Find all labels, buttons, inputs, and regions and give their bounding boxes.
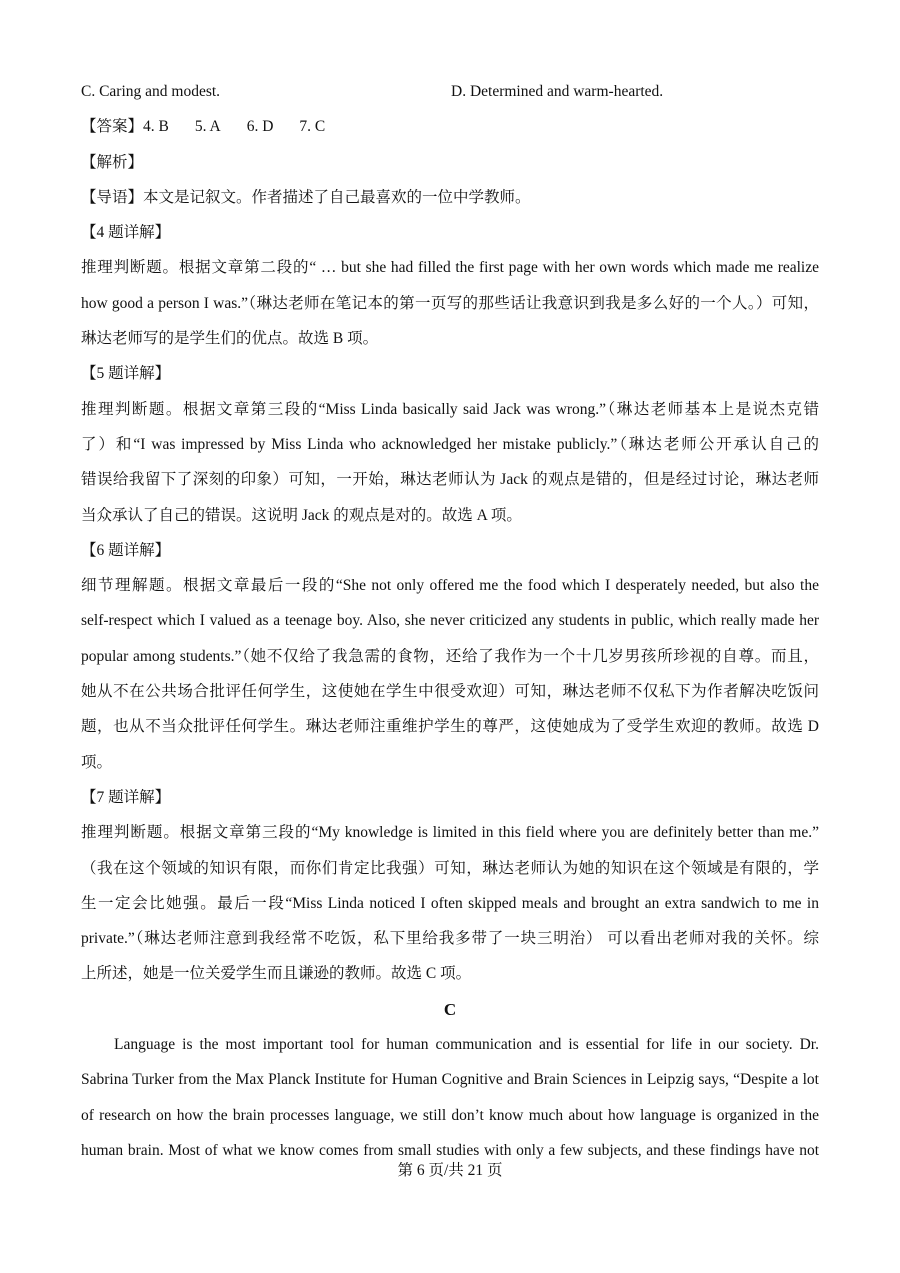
q6-heading: 【6 题详解】 <box>81 541 171 559</box>
q6-line: self-respect which I valued as a teenage boy. Also, she never criticized any students in public, which really made her <box>81 612 819 630</box>
q4-line: 推理判断题。根据文章第二段的“ … but she had filled the first page with her own words which made me realize <box>81 259 819 277</box>
guide-paragraph: 【导语】本文是记叙文。作者描述了自己最喜欢的一位中学教师。 <box>81 188 531 206</box>
q6-line: 项。 <box>81 753 113 771</box>
q7-line: 推理判断题。根据文章第三段的“My knowledge is limited in this field where you are definitely better than me.” <box>81 824 819 842</box>
q5-line: 了）和“I was impressed by Miss Linda who acknowledged her mistake publicly.”（琳达老师公开承认自己的 <box>81 435 819 453</box>
q4-heading: 【4 题详解】 <box>81 224 171 242</box>
q7-heading: 【7 题详解】 <box>81 788 171 806</box>
answer-item: 6. D <box>246 118 274 136</box>
analysis-label: 【解析】 <box>81 153 144 171</box>
answer-item: 4. B <box>143 118 169 136</box>
page-footer: 第 6 页/共 21 页 <box>397 1162 503 1179</box>
section-c-line: Sabrina Turker from the Max Planck Institute for Human Cognitive and Brain Sciences in Leipzig says, “Despite a lot <box>81 1071 819 1089</box>
q7-line: 生一定会比她强。最后一段“Miss Linda noticed I often skipped meals and brought an extra sandwich to me in <box>81 894 819 912</box>
option-c: C. Caring and modest. <box>81 83 221 100</box>
q6-line: 她从不在公共场合批评任何学生，这使她在学生中很受欢迎）可知，琳达老师不仅私下为作者解决吃饭问 <box>81 683 819 701</box>
q7-line: （我在这个领域的知识有限，而你们肯定比我强）可知，琳达老师认为她的知识在这个领域是有限的，学 <box>81 859 819 877</box>
q6-line: 细节理解题。根据文章最后一段的“She not only offered me the food which I desperately needed, but also the <box>81 577 819 595</box>
q7-line: 上所述，她是一位关爱学生而且谦逊的教师。故选 C 项。 <box>81 965 472 983</box>
section-c-line: of research on how the brain processes language, we still don’t know much about how language is organized in the <box>81 1106 819 1124</box>
answer-item: 7. C <box>299 118 326 136</box>
q7-line: private.”（琳达老师注意到我经常不吃饭，私下里给我多带了一块三明治） 可以看出老师对我的关怀。综 <box>81 930 819 948</box>
q4-line: how good a person I was.”（琳达老师在笔记本的第一页写的那些话让我意识到我是多么好的一个人。）可知， <box>81 294 819 312</box>
document-page <box>81 74 819 1168</box>
section-c-line: Language is the most important tool for human communication and is essential for life in our society. Dr. <box>114 1036 819 1054</box>
answer-key <box>81 109 819 144</box>
answer-label: 【答案】 <box>81 118 144 136</box>
q5-line: 当众承认了自己的错误。这说明 Jack 的观点是对的。故选 A 项。 <box>81 506 522 524</box>
answer-item: 5. A <box>194 118 221 136</box>
section-c-heading: C <box>443 999 457 1019</box>
q6-line: popular among students.”（她不仅给了我急需的食物，还给了我作为一个十几岁男孩所珍视的自尊。而且， <box>81 647 819 665</box>
section-c-line: human brain. Most of what we know comes from small studies with only a few subjects, and these findings have not <box>81 1141 819 1159</box>
q5-heading: 【5 题详解】 <box>81 365 171 383</box>
q4-line: 琳达老师写的是学生们的优点。故选 B 项。 <box>81 330 379 348</box>
option-d: D. Determined and warm-hearted. <box>451 83 664 100</box>
q5-line: 错误给我留下了深刻的印象）可知，一开始，琳达老师认为 Jack 的观点是错的，但是经过讨论，琳达老师 <box>81 471 819 489</box>
q6-line: 题，也从不当众批评任何学生。琳达老师注重维护学生的尊严，这使她成为了受学生欢迎的教师。故选 D <box>81 718 819 736</box>
answer-options-row <box>81 74 819 109</box>
q5-line: 推理判断题。根据文章第三段的“Miss Linda basically said Jack was wrong.”（琳达老师基本上是说杰克错 <box>81 400 819 418</box>
